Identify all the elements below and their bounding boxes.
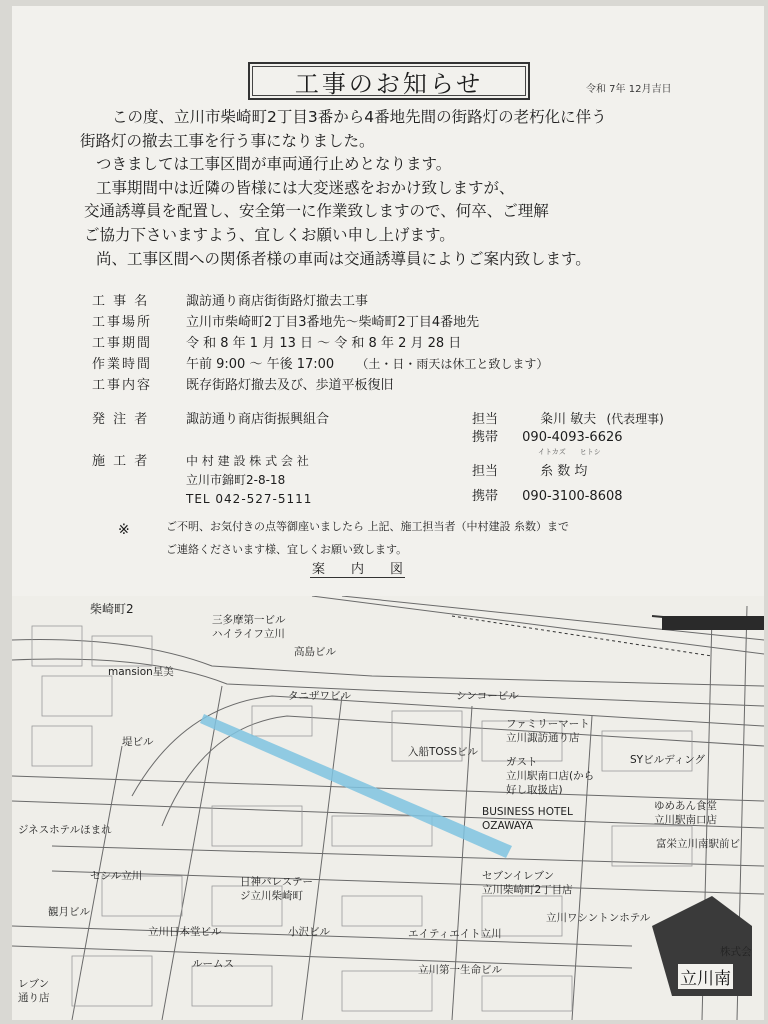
paragraph-line: 交通誘導員を配置し、安全第一に作業致しますので、何卒、ご理解 [84, 202, 549, 221]
map-label-yumean1: ゆめあん食堂 [654, 800, 717, 812]
paragraph-line: 街路灯の撤去工事を行う事になりました。 [80, 131, 375, 150]
detail-label: 工事場所 [92, 315, 153, 330]
orderer-person-name: 粂川 敏夫 [540, 412, 597, 427]
map-label-hilife: ハイライフ立川 [212, 628, 285, 640]
paragraph-line: 尚、工事区間への関係者様の車両は交通誘導員によりご案内致します。 [96, 249, 591, 268]
paragraph-line: この度、立川市柴崎町2丁目3番から4番地先間の街路灯の老朽化に伴う [112, 108, 607, 126]
map-label-familymart2: 立川諏訪通り店 [506, 732, 580, 744]
contractor-person-label: 担当 [472, 464, 499, 479]
map-drawing [12, 596, 764, 1020]
map-label-washington: 立川ワシントンホテル [546, 912, 651, 924]
detail-value: 立川市柴崎町2丁目3番地先～柴崎町2丁目4番地先 [186, 315, 480, 330]
guide-map [12, 596, 764, 1020]
notice-title: 工事のお知らせ [248, 62, 530, 100]
map-label-hikami1: 日神パレステー [240, 876, 313, 888]
notice-date: 令和 7年 12月吉日 [586, 84, 672, 95]
detail-content-row [92, 374, 393, 393]
map-label-tsutsumi: 堤ビル [122, 736, 154, 748]
map-label-rooms: ルームス [192, 958, 234, 970]
orderer-name: 諏訪通り商店街振興組合 [186, 412, 330, 427]
map-label-seshiru: セシル立川 [90, 870, 143, 882]
contractor-ruby: イトカズ ヒトシ [538, 448, 601, 456]
contractor-phone [472, 485, 623, 504]
paragraph-line: ご協力下さいますよう、宜しくお願い申し上げます。 [84, 225, 455, 244]
orderer-row [92, 408, 329, 427]
map-heading: 案 内 図 [310, 558, 405, 578]
map-label-gusto3: 好し取扱店) [506, 784, 563, 796]
contractor-tel: TEL 042-527-5111 [186, 492, 313, 506]
contractor-phone-number: 090-3100-8608 [522, 489, 623, 504]
footnote-line2: ご連絡くださいます様、宜しくお願い致します。 [166, 543, 408, 556]
detail-label: 工事期間 [92, 336, 153, 351]
map-label-kabushiki: 株式会 [720, 946, 752, 958]
map-label-hikami2: ジ立川柴崎町 [240, 890, 303, 902]
map-label-tanizawa: タニザワビル [288, 690, 351, 702]
map-label-santama: 三多摩第一ビル [212, 614, 286, 626]
map-label-takashima: 高島ビル [294, 646, 336, 658]
detail-value: 諏訪通り商店街街路灯撤去工事 [186, 294, 369, 309]
map-label-gusto1: ガスト [506, 756, 538, 768]
detail-label: 工事内容 [92, 378, 153, 393]
orderer-person-label: 担当 [472, 412, 499, 427]
map-label-fuso: 富栄立川南駅前ビ [656, 838, 740, 850]
detail-label: 作業時間 [92, 357, 153, 372]
orderer-phone-label: 携帯 [472, 430, 499, 445]
detail-period-row [92, 332, 461, 351]
map-label-shinko: シンコービル [456, 690, 519, 702]
map-label-sy: SYビルディング [630, 754, 706, 766]
paragraph-line: つきましては工事区間が車両通行止めとなります。 [96, 155, 452, 174]
detail-label: 工 事 名 [92, 294, 150, 309]
map-label-business1: BUSINESS HOTEL [482, 806, 573, 818]
orderer-role: (代表理事) [606, 412, 664, 426]
contractor-person-name: 糸 数 均 [540, 464, 588, 479]
detail-value: 既存街路灯撤去及び、歩道平板復旧 [186, 378, 394, 393]
map-label-eighteight: エイティエイト立川 [408, 928, 502, 940]
map-label-nippondo: 立川日本堂ビル [148, 926, 222, 938]
map-label-seven1: セブンイレブン [482, 870, 555, 882]
notice-paper [12, 6, 764, 1020]
contractor-label: 施 工 者 [92, 454, 150, 469]
orderer-label: 発 注 者 [92, 412, 150, 427]
detail-place-row [92, 311, 479, 330]
map-label-irifune: 入船TOSSビル [408, 746, 479, 758]
map-label-business2: OZAWAYA [482, 820, 534, 832]
detail-name-row [92, 290, 368, 309]
paragraph-line: 工事期間中は近隣の皆様には大変迷惑をおかけ致しますが、 [96, 178, 515, 197]
contractor-name: 中 村 建 設 株 式 会 社 [186, 454, 309, 468]
map-label-yumean2: 立川駅南口店 [654, 814, 717, 826]
contractor-phone-label: 携帯 [472, 489, 499, 504]
contractor-address: 立川市錦町2-8-18 [186, 473, 286, 487]
footnote-line1: ご不明、お気付きの点等御座いましたら 上記、施工担当者（中村建設 糸数）まで [166, 520, 569, 533]
contractor-row [92, 450, 309, 469]
detail-hours-note: （土・日・雨天は休工と致します） [356, 357, 549, 371]
map-label-hotel-left: ジネスホテルほまれ [18, 824, 112, 836]
footnote-mark: ※ [118, 522, 130, 538]
map-label-seven2: 立川柴崎町2丁目店 [482, 884, 573, 896]
detail-value: 令 和 8 年 1 月 13 日 ～ 令 和 8 年 2 月 28 日 [186, 336, 462, 351]
orderer-phone [472, 426, 623, 445]
map-label-eleven1: レブン [18, 978, 50, 990]
map-label-shibasaki: 柴崎町2 [90, 602, 134, 616]
map-label-familymart1: ファミリーマート [506, 718, 590, 730]
map-label-eleven2: 通り店 [18, 992, 50, 1004]
notice-paragraph [80, 106, 720, 271]
map-label-ozawa: 小沢ビル [288, 926, 330, 938]
map-label-station: 立川南 [678, 964, 733, 989]
map-label-gusto2: 立川駅南口店(から [506, 770, 595, 782]
detail-hours-row [92, 353, 548, 372]
contractor-person [472, 460, 587, 479]
map-label-mansion: mansion星美 [108, 666, 174, 678]
orderer-phone-number: 090-4093-6626 [522, 430, 623, 445]
orderer-person [472, 408, 664, 427]
detail-value: 午前 9:00 ～ 午後 17:00 [186, 357, 335, 372]
map-label-seimei: 立川第一生命ビル [418, 964, 502, 976]
map-label-kangetsu: 観月ビル [48, 906, 90, 918]
